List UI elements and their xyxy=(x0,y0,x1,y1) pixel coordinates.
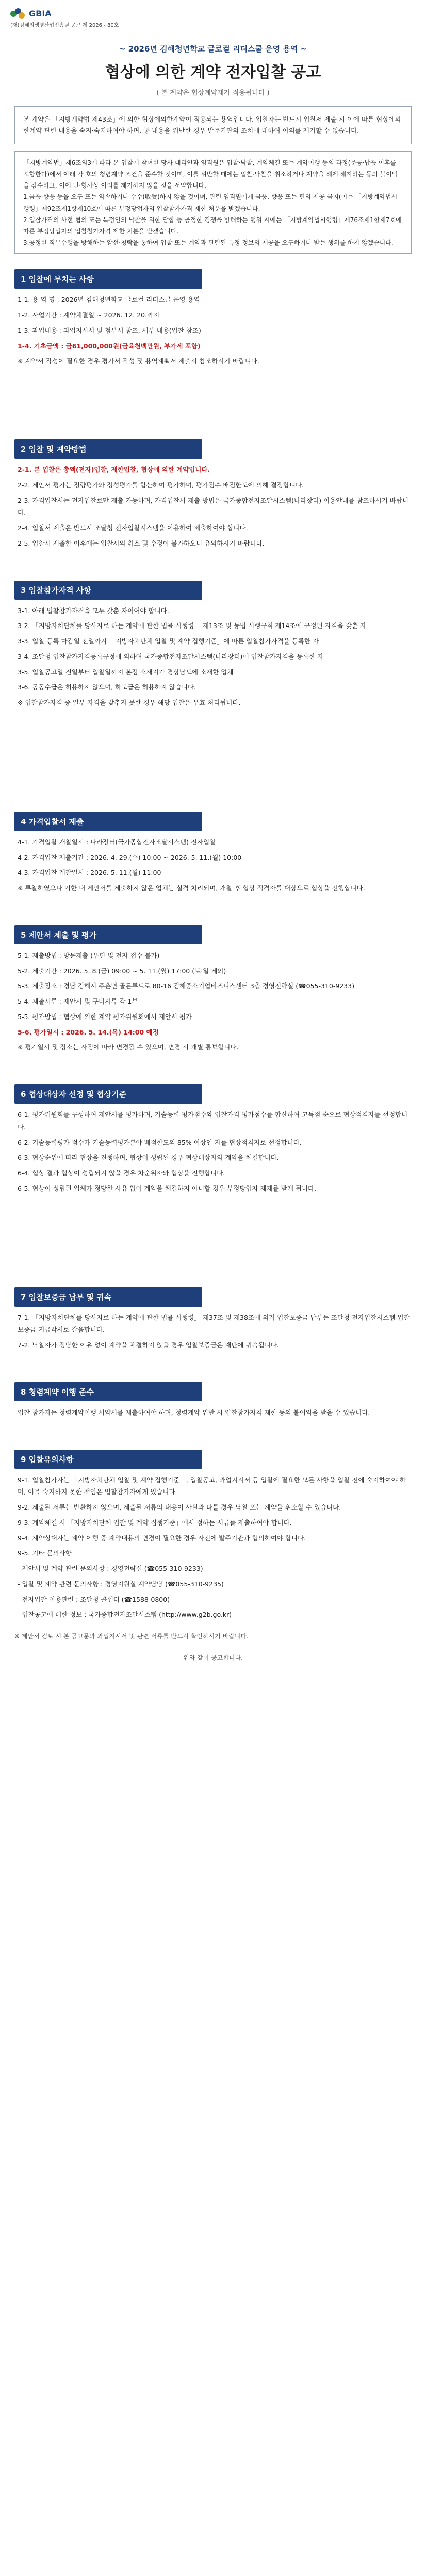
section-item: 5-2. 제출기간 : 2026. 5. 8.(금) 09:00 ~ 5. 11.(월) 17:00 (토·일 제외) xyxy=(18,967,226,975)
section-item: 9-1. 입찰참가자는 「지방자치단체 입찰 및 계약 집행기준」, 입찰공고, 과업지시서 등 입찰에 필요한 모든 사항을 입찰 전에 숙지하여야 하며, 이를 숙지하지 못한 책임은 입찰참가자에게 있습니다. xyxy=(18,1476,406,1496)
section-item: 9-2. 제출된 서류는 반환하지 않으며, 제출된 서류의 내용이 사실과 다를 경우 낙찰 또는 계약을 취소할 수 있습니다. xyxy=(18,1503,341,1511)
section-2 xyxy=(14,439,412,550)
section-item: 3-2. 「지방자치단체를 당사자로 하는 계약에 관한 법률 시행령」 제13조 및 동법 시행규칙 제14조에 규정된 자격을 갖춘 자 xyxy=(18,622,367,630)
section-item: 1-4. 기초금액 : 금61,000,000원(금육천백만원, 부가세 포함) xyxy=(18,342,201,350)
section-heading: 7 입찰보증금 납부 및 귀속 xyxy=(14,1287,202,1307)
section-item: 6-3. 협상순위에 따라 협상을 진행하며, 협상이 성립된 경우 협상대상자와 계약을 체결합니다. xyxy=(18,1154,279,1162)
section-item: 5-3. 제출장소 : 경남 김해시 주촌면 골든루트로 80-16 김해중소기업비즈니스센터 3층 경영전략실 (☎055-310-9233) xyxy=(18,982,355,990)
section-item: 3-5. 입찰공고일 전일부터 입찰일까지 본점 소재지가 경상남도에 소재한 업체 xyxy=(18,668,234,676)
section-item: 9-3. 계약체결 시 「지방자치단체 입찰 및 계약 집행기준」에서 정하는 서류를 제출하여야 합니다. xyxy=(18,1518,292,1527)
section-item: 4-2. 가격입찰 제출기간 : 2026. 4. 29.(수) 10:00 ~ 2026. 5. 11.(월) 10:00 xyxy=(18,853,242,861)
section-item: 5-6. 평가일시 : 2026. 5. 14.(목) 14:00 예정 xyxy=(18,1028,159,1036)
section-item: 6-4. 협상 결과 협상이 성립되지 않을 경우 차순위자와 협상을 진행합니다. xyxy=(18,1169,225,1177)
section-item: - 입찰 및 계약 관련 문의사항 : 경영지원실 계약담당 (☎055-310-9235) xyxy=(18,1580,224,1588)
section-item: 7-1. 「지방자치단체를 당사자로 하는 계약에 관한 법률 시행령」 제37조 및 제38조에 의거 입찰보증금 납부는 조달청 전자입찰시스템 입찰보증금 지급각서로 갈음합니다. xyxy=(18,1313,410,1334)
section-item: 6-1. 평가위원회를 구성하여 제안서를 평가하며, 기술능력 평가점수와 입찰가격 평가점수를 합산하여 고득점 순으로 협상적격자를 선정합니다. xyxy=(18,1111,408,1131)
section-item: 1-2. 사업기간 : 계약체결일 ~ 2026. 12. 20.까지 xyxy=(18,311,160,319)
page-title: 협상에 의한 계약 전자입찰 공고 xyxy=(105,63,321,81)
section-item: 5-1. 제출방법 : 방문제출 (우편 및 전자 접수 불가) xyxy=(18,951,160,959)
section-item: 3-1. 아래 입찰참가자격을 모두 갖춘 자이어야 합니다. xyxy=(18,606,169,615)
section-heading: 2 입찰 및 계약방법 xyxy=(14,439,202,459)
gbia-logo-icon xyxy=(10,8,26,20)
section-3 xyxy=(14,581,412,709)
section-heading: 9 입찰유의사항 xyxy=(14,1450,202,1469)
section-item: 9-4. 계약상대자는 계약 이행 중 계약내용의 변경이 필요한 경우 사전에 발주기관과 협의하여야 합니다. xyxy=(18,1534,306,1542)
section-item: 1-1. 용 역 명 : 2026년 김해청년학교 글로컬 리더스쿨 운영 용역 xyxy=(18,296,200,304)
notice-paragraph: 「지방계약법」제6조의3에 따라 본 입찰에 참여한 당사 대리인과 임직원은 입찰·낙찰, 계약체결 또는 계약이행 등의 과정(준공·납품 이후를 포함한다)에서 아래 각 호의 청렴계약 조건을 준수할 것이며, 이를 위반할 때에는 입찰·낙찰을 취소하거나 계약을 해제·해지하는 등의 불이익을 감수하고, 이에 민·형사상 이의를 제기하지 않을 것을 서약합니다. xyxy=(23,159,398,190)
section-item: ※ 계약서 작성이 필요한 경우 평가서 작성 및 용역계획서 제출시 참조하시기 바랍니다. xyxy=(18,357,259,365)
section-heading: 6 협상대상자 선정 및 협상기준 xyxy=(14,1084,202,1104)
section-6 xyxy=(14,1084,412,1195)
announcement-number: (재)김해의생명산업진흥원 공고 제 2026 - 80호 xyxy=(10,22,119,28)
section-item: 2-3. 가격입찰서는 전자입찰로만 제출 가능하며, 가격입찰서 제출 방법은 국가종합전자조달시스템(나라장터) 이용안내를 참조하시기 바랍니다. xyxy=(18,496,409,517)
section-item: 6-2. 기술능력평가 점수가 기술능력평가분야 배점한도의 85% 이상인 자를 협상적격자로 선정합니다. xyxy=(18,1138,302,1146)
project-subtitle: ~ 2026년 김해청년학교 글로컬 리더스쿨 운영 용역 ~ xyxy=(119,44,307,54)
intro-box: 본 계약은 「지방계약법 제43조」에 의한 협상에의한계약이 적용되는 용역입니다. 입찰자는 반드시 입찰서 제출 시 이에 따른 협상에의한계약 관련 내용을 숙지·숙지하여야 하며, 통 내용을 위반한 경우 발주기관의 조치에 대하여 이의를 제기할 수 없습니다. xyxy=(14,106,412,144)
section-item: 1-3. 과업내용 : 과업지시서 및 첨부서 참조, 세부 내용(입찰 참조) xyxy=(18,326,201,334)
section-item: - 전자입찰 이용관련 : 조달청 콜센터 (☎1588-0800) xyxy=(18,1595,170,1603)
header xyxy=(0,0,426,36)
section-heading: 5 제안서 제출 및 평가 xyxy=(14,925,202,944)
section-item: 9-5. 기타 문의사항 xyxy=(18,1549,72,1557)
final-note: ※ 제안서 검토 시 본 공고문과 과업지시서 및 관련 서류를 반드시 확인하시기 바랍니다. xyxy=(14,1633,249,1640)
section-4 xyxy=(14,812,412,894)
notice-paragraph: 1.금품·향응 등을 요구 또는 약속하거나 수수(收受)하지 않을 것이며, 관련 임직원에게 금품, 향응 또는 편의 제공 금지(이는 「지방계약법시행령」제92조제1항제10호에 따른 부정당업자의 입찰참가자격 제한 처분을 받겠습니다. xyxy=(23,193,398,212)
section-item: 7-2. 낙찰자가 정당한 이유 없이 계약을 체결하지 않을 경우 입찰보증금은 재단에 귀속됩니다. xyxy=(18,1341,279,1349)
section-item: 2-2. 제안서 평가는 정량평가와 정성평가를 합산하여 평가하며, 평가점수 배점한도에 의해 결정합니다. xyxy=(18,481,304,489)
section-item: ※ 투찰하였으나 기한 내 제안서를 제출하지 않은 업체는 실격 처리되며, 개찰 후 협상 적격자를 대상으로 협상을 진행합니다. xyxy=(18,884,365,892)
closing-statement: 위와 같이 공고합니다. xyxy=(183,1654,243,1662)
section-9 xyxy=(14,1450,412,1621)
section-item: - 제안서 및 계약 관련 문의사항 : 경영전략실 (☎055-310-9233) xyxy=(18,1565,203,1572)
section-8 xyxy=(14,1382,412,1419)
section-item: 4-3. 가격입찰 개찰일시 : 2026. 5. 11.(월) 11:00 xyxy=(18,869,161,877)
section-heading: 1 입찰에 부치는 사항 xyxy=(14,269,202,289)
logo-text: GBIA xyxy=(29,9,52,19)
section-item: 2-4. 입찰서 제출은 반드시 조달청 전자입찰시스템을 이용하여 제출하여야 합니다. xyxy=(18,524,248,532)
section-item: 3-4. 조달청 입찰참가자격등록규정에 의하여 국가종합전자조달시스템(나라장터)에 입찰참가자격을 등록한 자 xyxy=(18,652,324,660)
logo xyxy=(10,8,119,28)
title-block xyxy=(0,43,426,97)
section-1 xyxy=(14,269,412,367)
section-item: ※ 평가일시 및 장소는 사정에 따라 변경될 수 있으며, 변경 시 개별 통보합니다. xyxy=(18,1043,239,1052)
section-heading: 3 입찰참가자격 사항 xyxy=(14,581,202,600)
section-5 xyxy=(14,925,412,1054)
section-item: 3-6. 공동수급은 허용하지 않으며, 하도급은 허용하지 않습니다. xyxy=(18,683,196,691)
section-item: 5-5. 평가방법 : 협상에 의한 계약 평가위원회에서 제안서 평가 xyxy=(18,1012,192,1021)
section-item: 입찰 참가자는 청렴계약이행 서약서를 제출하여야 하며, 청렴계약 위반 시 입찰참가자격 제한 등의 불이익을 받을 수 있습니다. xyxy=(18,1408,370,1416)
section-item: 6-5. 협상이 성립된 업체가 정당한 사유 없이 계약을 체결하지 아니할 경우 부정당업자 제재를 받게 됩니다. xyxy=(18,1184,317,1192)
section-heading: 8 청렴계약 이행 준수 xyxy=(14,1382,202,1401)
section-item: 3-3. 입찰 등록 마감일 전일까지 「지방자치단체 입찰 및 계약 집행기준」에 따른 입찰참가자격을 등록한 자 xyxy=(18,637,319,645)
section-heading: 4 가격입찰서 제출 xyxy=(14,812,202,831)
notice-paragraph: 2.입찰가격의 사전 협의 또는 특정인의 낙찰을 위한 담합 등 공정한 경쟁을 방해하는 행위 시에는 「지방계약법시행령」제76조제1항제7호에 따른 부정당업자의 입찰참가자격 제한 처분을 받겠습니다. xyxy=(23,216,402,235)
notice-paragraph: 3.공정한 직무수행을 방해하는 알선·청탁을 통하여 입찰 또는 계약과 관련된 특정 정보의 제공을 요구하거나 받는 행위를 하지 않겠습니다. xyxy=(23,239,394,247)
section-item: 2-5. 입찰서 제출한 이후에는 입찰서의 취소 및 수정이 불가하오니 유의하시기 바랍니다. xyxy=(18,539,265,547)
section-item: 5-4. 제출서류 : 제안서 및 구비서류 각 1부 xyxy=(18,997,138,1005)
section-item: 2-1. 본 입찰은 총액(전자)입찰, 제한입찰, 협상에 의한 계약입니다. xyxy=(18,466,210,473)
section-item[interactable]: - 입찰공고에 대한 정보 : 국가종합전자조달시스템 (http://www.g2b.go.kr) xyxy=(18,1611,232,1619)
section-7 xyxy=(14,1287,412,1351)
integrity-notice-box xyxy=(14,151,412,255)
title-note: ( 본 계약은 협상계약제가 적용됩니다 ) xyxy=(156,89,270,97)
section-item: 4-1. 가격입찰 개찰일시 : 나라장터(국가종합전자조달시스템) 전자입찰 xyxy=(18,838,216,846)
section-item: ※ 입찰참가자격 중 일부 자격을 갖추지 못한 경우 해당 입찰은 무효 처리됩니다. xyxy=(18,699,241,706)
